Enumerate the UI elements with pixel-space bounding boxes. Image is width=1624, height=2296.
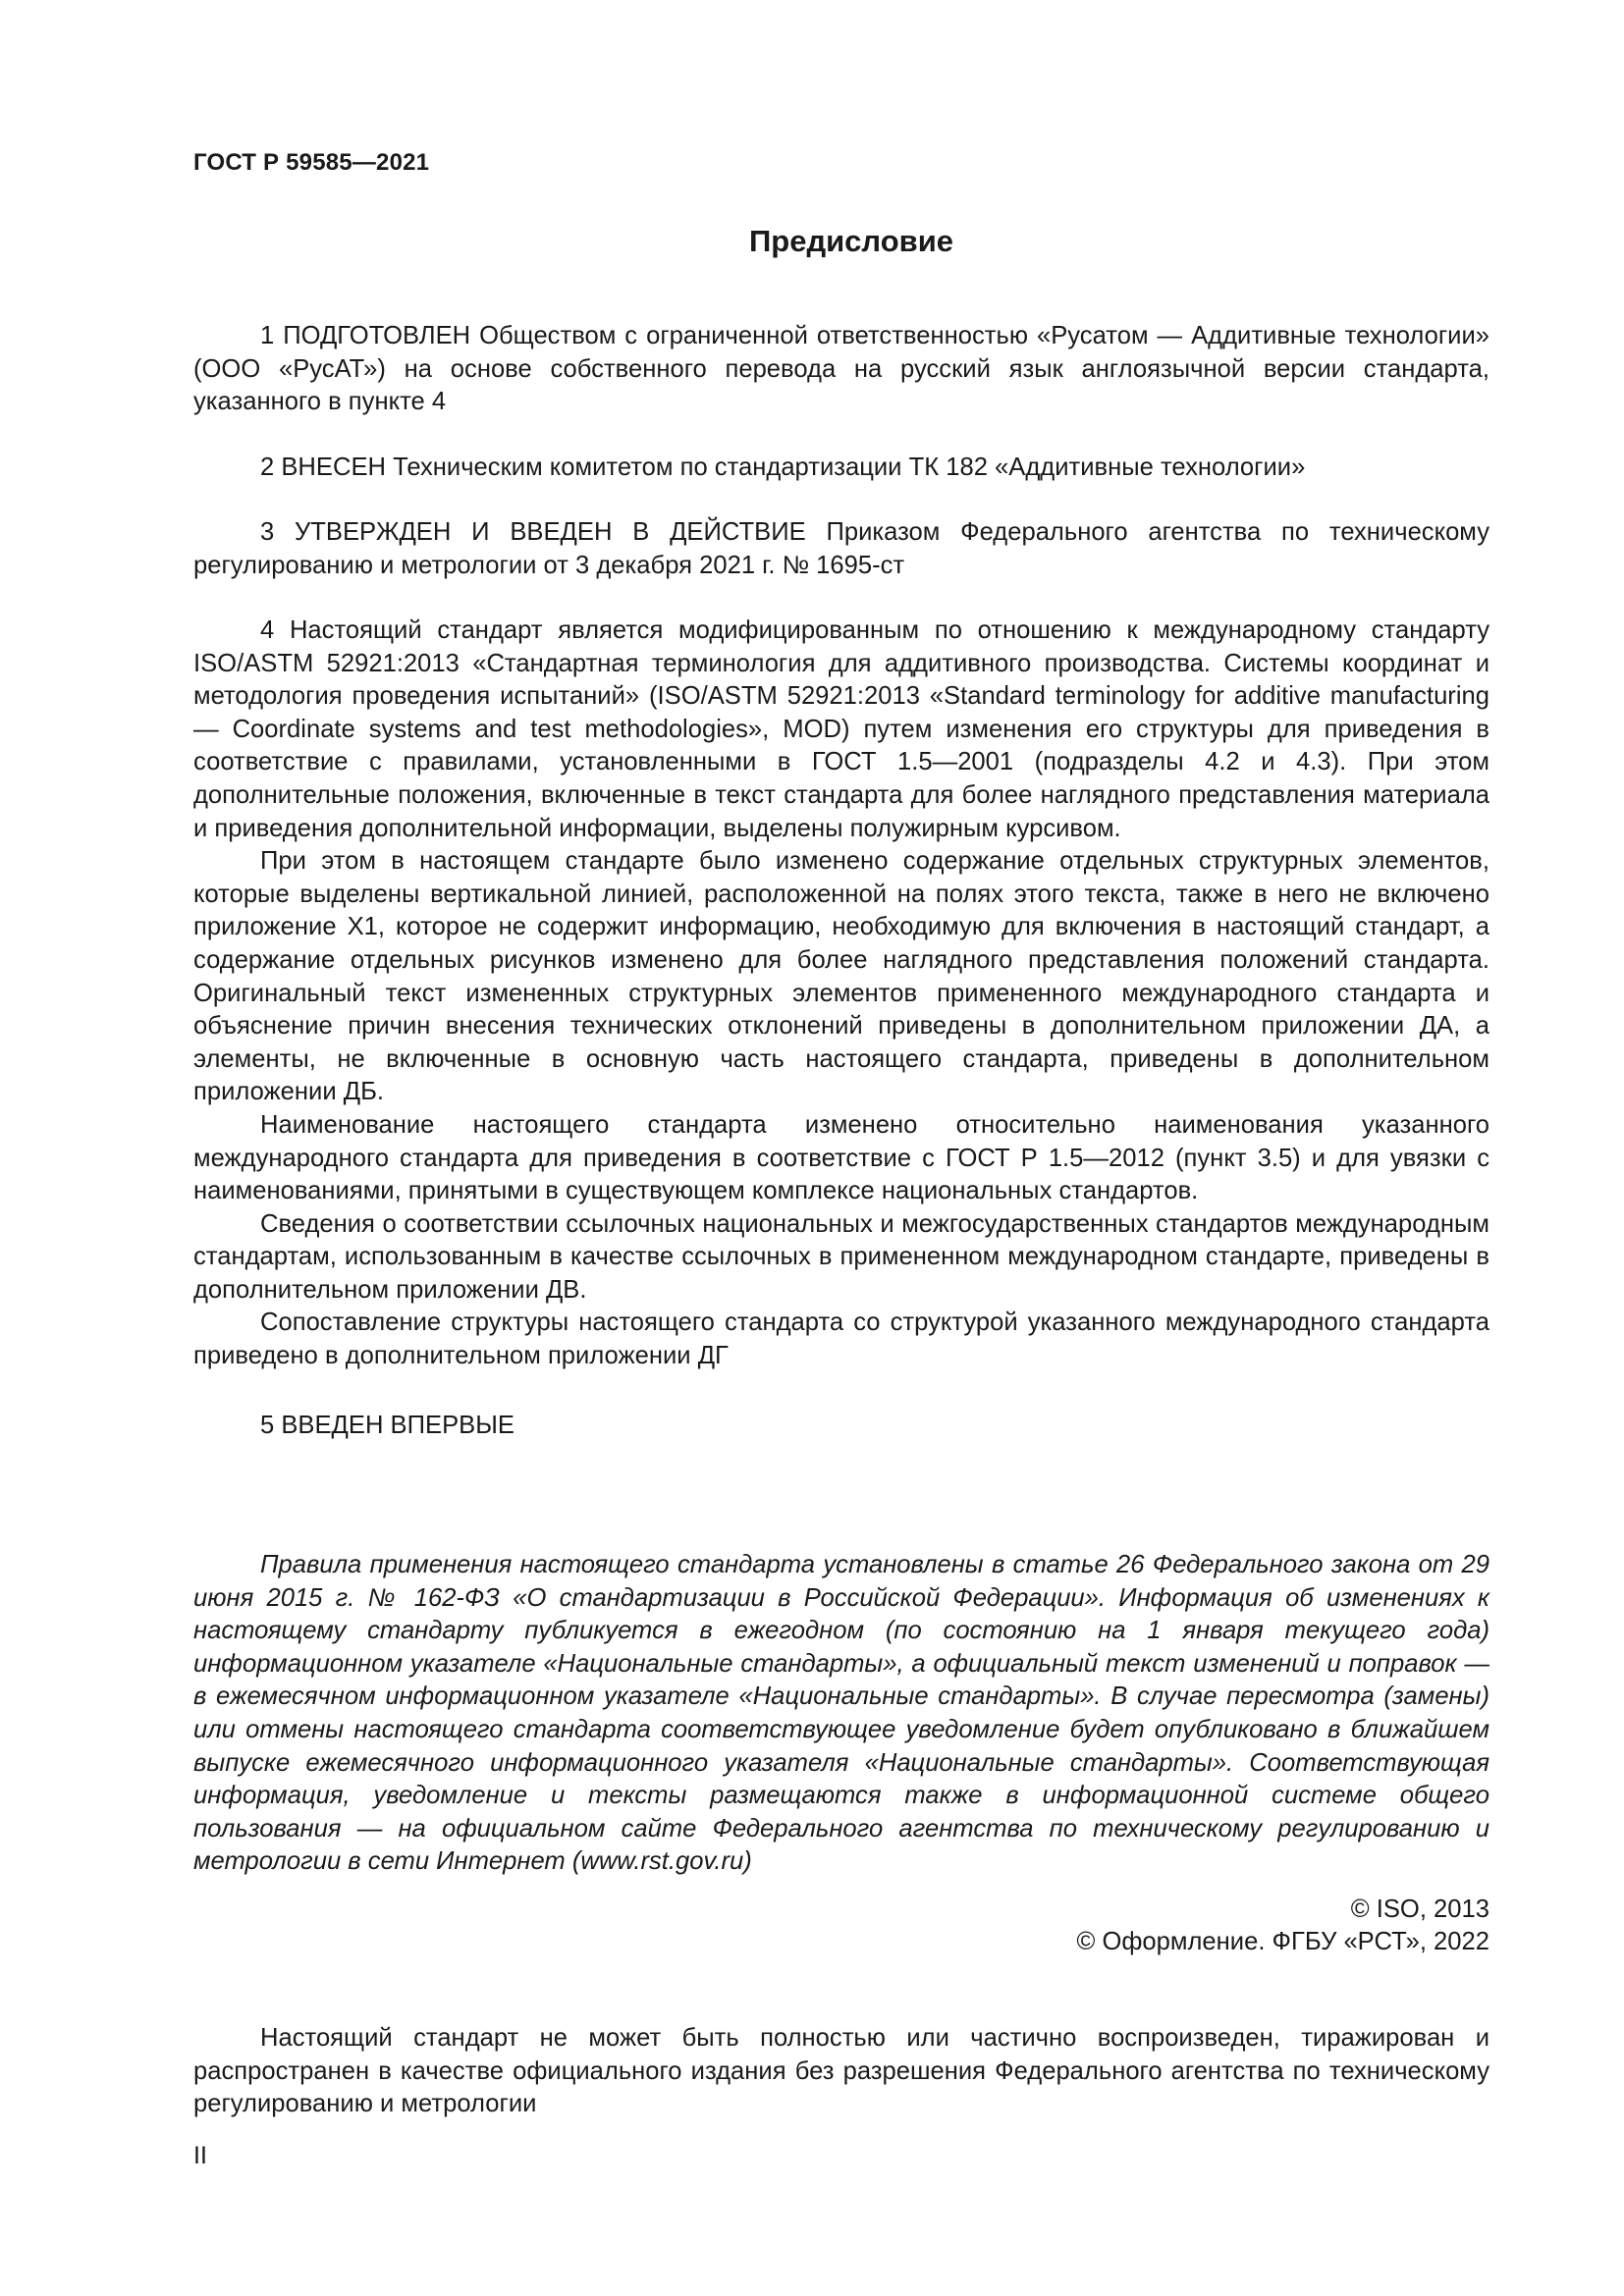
item-4-paragraph-3: Наименование настоящего стандарта изменено относительно наименования указанного международного стандарта для приведения в соответствие с ГОСТ Р 1.5—2012 (пункт 3.5) и для увязки с наименованиями, принятыми в существующем комплексе национальных стандартов.: [193, 1110, 1489, 1205]
item-1: [193, 320, 1489, 419]
item-1-text: 1 ПОДГОТОВЛЕН Обществом с ограниченной ответственностью «Русатом — Аддитивные технологии» (ООО «РусАТ») на основе собственного перевода на русский язык англоязычной версии стандарта, указанного в пункте 4: [193, 322, 1489, 416]
rules-note: [193, 1549, 1489, 1879]
copyright-iso: © ISO, 2013: [1350, 1896, 1489, 1923]
page-number: II: [193, 2142, 207, 2169]
reproduction-note-text: Настоящий стандарт не может быть полностью или частично воспроизведен, тиражирован и распространен в качестве официального издания без разрешения Федерального агентства по техническому регулированию и метрологии: [193, 2024, 1489, 2118]
item-4-paragraph-4: Сведения о соответствии ссылочных национальных и межгосударственных стандартов международным стандартам, использованным в качестве ссылочных в примененном международном стандарте, приведены в дополнительном приложении ДВ.: [193, 1209, 1489, 1304]
item-4-paragraph-2: При этом в настоящем стандарте было изменено содержание отдельных структурных элементов, которые выделены вертикальной линией, расположенной на полях этого текста, также в него не включено приложение Х1, которое не содержит информацию, необходимую для включения в настоящий стандарт, а содержание отдельных рисунков изменено для более наглядного представления положений стандарта. Оригинальный текст измененных структурных элементов примененного международного стандарта и объяснение причин внесения технических отклонений приведены в дополнительном приложении ДА, а элементы, не включенные в основную часть настоящего стандарта, приведены в дополнительном приложении ДБ.: [193, 847, 1489, 1106]
item-4-paragraph-5: Сопоставление структуры настоящего стандарта со структурой указанного международного стандарта приведено в дополнительном приложении ДГ: [193, 1308, 1489, 1370]
item-4: [193, 614, 1489, 1373]
item-5: [193, 1410, 1489, 1443]
item-4-text: 4 Настоящий стандарт является модифицированным по отношению к международному стандарту ISO/ASTM 52921:2013 «Стандартная терминология для аддитивного производства. Системы координат и методология проведения испытаний» (ISO/ASTM 52921:2013 «Standard terminology for additive manufacturing — Coordinate systems and test methodologies», MOD) путем изменения его структуры для приведения в соответствие с правилами, установленными в ГОСТ 1.5—2001 (подразделы 4.2 и 4.3). При этом дополнительные положения, включенные в текст стандарта для более наглядного представления материала и приведения дополнительной информации, выделены полужирным курсивом.: [193, 616, 1489, 842]
copyright-rst: © Оформление. ФГБУ «РСТ», 2022: [1076, 1928, 1489, 1955]
item-3-text: 3 УТВЕРЖДЕН И ВВЕДЕН В ДЕЙСТВИЕ Приказом Федерального агентства по техническому регулированию и метрологии от 3 декабря 2021 г. № 1695-ст: [193, 518, 1489, 579]
rules-note-text: Правила применения настоящего стандарта установлены в статье 26 Федерального закона от 29 июня 2015 г. № 162-ФЗ «О стандартизации в Российской Федерации». Информация об изменениях к настоящему стандарту публикуется в ежегодном (по состоянию на 1 января текущего года) информационном указателе «Национальные стандарты», а официальный текст изменений и поправок — в ежемесячном информационном указателе «Национальные стандарты». В случае пересмотра (замены) или отмены настоящего стандарта соответствующее уведомление будет опубликовано в ближайшем выпуске ежемесячного информационного указателя «Национальные стандарты». Соответствующая информация, уведомление и тексты размещаются также в информационной системе общего пользования — на официальном сайте Федерального агентства по техническому регулированию и метрологии в сети Интернет (www.rst.gov.ru): [193, 1551, 1489, 1876]
document-header: ГОСТ Р 59585—2021: [193, 149, 430, 176]
page-title: Предисловие: [748, 224, 953, 258]
item-2-text: 2 ВНЕСЕН Техническим комитетом по стандартизации ТК 182 «Аддитивные технологии»: [260, 454, 1306, 481]
item-2: [193, 452, 1489, 485]
reproduction-note: [193, 2022, 1489, 2121]
item-3: [193, 516, 1489, 582]
item-5-text: 5 ВВЕДЕН ВПЕРВЫЕ: [260, 1412, 514, 1439]
